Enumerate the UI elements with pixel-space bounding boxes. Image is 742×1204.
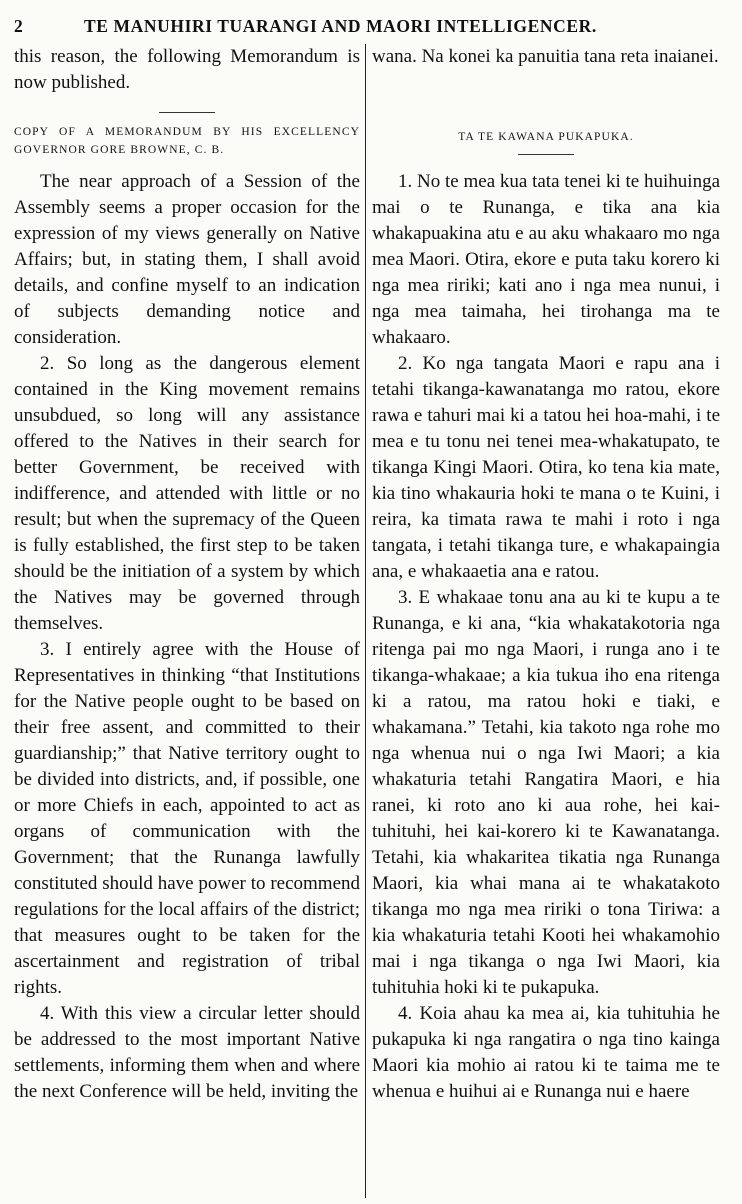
right-paragraph-3: 3. E whakaae tonu ana au ki te kupu a te Runanga, e ki ana, “kia whakatakotoria nga ritenga pai mo nga Maori, i runga ano i te tikanga-whakaae; a kia tukua iho ena ritenga ki a ratou, ma ratou hoki e tiaki, e whakamana.” Tetahi, kia takoto nga rohe mo nga whenua nui o nga Iwi Maori; a kia whakaturia tetahi Rangatira Maori, e hia ranei, ki roto ano ki aua rohe, hei kai-tuhituhi, hei kai-korero ki te Kawanatanga. Tetahi, kia whakaritea tikatia nga Runanga Maori, kia whai mana ai te whakatakoto tikanga mo nga mea ririki o tona Tiriwa: a kia whakaturia tetahi Kooti hei whakamohio mai i nga tikanga o nga Iwi Maori, kia tuhituhia hoki ki te pukapuka. [372, 587, 720, 998]
left-heading-rule [159, 112, 215, 113]
maori-column [372, 44, 720, 1198]
left-paragraph-3: 3. I entirely agree with the House of Representatives in thinking “that Institutions for the Native people ought to be based on their free assent, and committed to their guardianship;” that Native territory ought to be divided into districts, and, if possible, one or more Chiefs in each, appointed to act as organs of communication with the Government; that the Runanga lawfully constituted should have power to recommend regulations for the local affairs of the district; that measures ought to be taken for the ascertainment and registration of tribal rights. [14, 639, 360, 998]
left-opening-text: this reason, the following Memorandum is now published. [14, 46, 360, 93]
left-paragraph-1: The near approach of a Session of the Assembly seems a proper occasion for the expression of my views generally on Native Affairs; but, in stating them, I shall avoid details, and confine myself to an indication of subjects demanding notice and consideration. [14, 171, 360, 348]
pukapuka-heading: TA TE KAWANA PUKAPUKA. [458, 131, 634, 143]
page-header [14, 6, 734, 40]
newspaper-title: TE MANUHIRI TUARANGI AND MAORI INTELLIGENCER. [84, 16, 597, 36]
right-heading-block [372, 128, 720, 155]
left-heading-block [14, 112, 360, 159]
right-paragraph-1: 1. No te mea kua tata tenei ki te huihuinga mai o te Runanga, e tika ana kia whakapuakina atu e au aku whakaaro mo nga mea Maori. Otira, ekore e puta taku korero ki nga mea ririki; kati ano i nga mea nunui, i nga mea taimaha, hei tirohanga ma te whakaaro. [372, 171, 720, 348]
right-opening-text: wana. Na konei ka panuitia tana reta inaianei. [372, 46, 719, 67]
page-number: 2 [14, 16, 24, 36]
memorandum-heading: COPY OF A MEMORANDUM BY HIS EXCELLENCY GOVERNOR GORE BROWNE, C. B. [14, 126, 360, 156]
right-paragraph-4: 4. Koia ahau ka mea ai, kia tuhituhia he pukapuka ki nga rangatira o nga tino kainga Maori kia mohio ai ratou ki te taima me te whenua e huihui ai e Runanga nui e haere [372, 1003, 720, 1102]
right-paragraph-2: 2. Ko nga tangata Maori e rapu ana i tetahi tikanga-kawanatanga mo ratou, ekore rawa e tahuri mai ki a tatou hei hoa-mahi, i te mea e tu tonu nei tenei mea-whakatupato, te tikanga Kingi Maori. Otira, ko tena kia mate, kia tino whakauria hoki te mana o te Kuini, i reira, ka timata rawa te mahi i roto i nga tangata, i tetahi tikanga ture, e whakapaingia ana, e whakaaetia ana e ratou. [372, 353, 720, 582]
left-paragraph-4: 4. With this view a circular letter should be addressed to the most important Native settlements, informing them when and where the next Conference will be held, inviting the [14, 1003, 360, 1102]
right-heading-rule [518, 154, 574, 155]
left-paragraph-2: 2. So long as the dangerous element contained in the King movement remains unsubdued, so long will any assistance offered to the Natives in their search for better Government, be received with indifference, and attended with little or no result; but when the supremacy of the Queen is fully established, the first step to be taken should be the initiation of a system by which the Natives may be governed through themselves. [14, 353, 360, 634]
column-divider [365, 44, 366, 1198]
english-column [14, 44, 360, 1198]
